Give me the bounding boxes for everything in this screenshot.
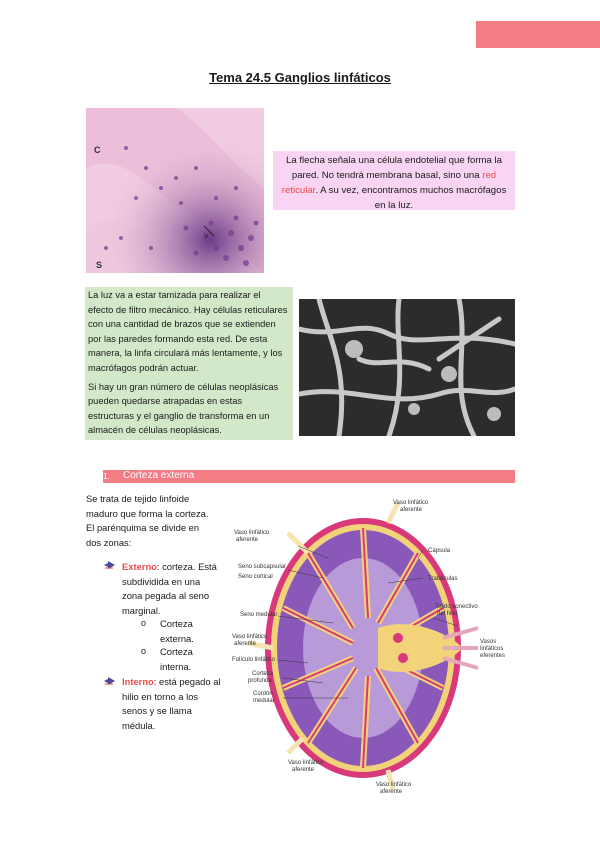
label-vaso-aferente-bottom-2: aferente (380, 789, 403, 795)
callout-pink-highlight: red reticular (281, 170, 497, 196)
label-vaso-aferente-bottom-1: Vaso linfático (376, 782, 412, 788)
callout-pink-text-2: . A su vez, encontramos muchos macrófagos en la luz. (315, 185, 507, 211)
intro-paragraph: Se trata de tejido linfoide maduro que forma la corteza. El parénquima se divide en dos zonas: (86, 493, 209, 549)
histology-micrograph (86, 108, 264, 273)
label-vaso-aferente-mid-2: aferente (234, 641, 257, 647)
arrow-bullet-icon (104, 560, 115, 570)
label-seno-subcapsular: Seno subcapsular (238, 564, 287, 570)
label-vaso-aferente-bottom-left-1: Vaso linfático (288, 760, 324, 766)
label-vaso-aferente-mid-1: Vaso linfático (232, 634, 268, 640)
label-seno-cortical: Seno cortical (238, 574, 273, 580)
callout-green-paragraph-1: La luz va a estar tamizada para realizar el efecto de filtro mecánico. Hay células reticulares con una cantidad de brazos que se extienden por las paredes formando esta red. De esta manera, la linfa circulará más lentamente, y los macrófagos podrán actuar. (88, 290, 288, 373)
label-vaso-aferente-top-2: aferente (400, 507, 423, 513)
histology-image (86, 108, 264, 273)
sub-bullet-marker: o (141, 646, 147, 656)
label-seno-medular: Seno medular (240, 612, 278, 618)
label-vasos-eferentes-2: linfáticos (480, 646, 504, 652)
sem-micrograph (299, 299, 515, 436)
section-title: Corteza externa (123, 470, 195, 481)
label-vaso-aferente-bottom-left-2: aferente (292, 767, 315, 773)
corner-tab (476, 21, 600, 48)
label-trabeculas: Trabéculas (428, 576, 458, 582)
section-number: 1. (103, 472, 110, 481)
list-item-externo (122, 560, 222, 619)
label-vasos-eferentes-3: eferentes (480, 653, 506, 659)
sub-item-corteza-externa: Corteza externa. (160, 618, 194, 644)
label-s: S (96, 260, 103, 270)
label-tejido-hilio-1: Tejido conectivo (435, 604, 478, 610)
label-cordon-medular-1: Cordón (253, 691, 273, 697)
label-c: C (94, 145, 101, 155)
label-capsula: Cápsula (428, 548, 451, 554)
label-v: V (204, 233, 209, 240)
label-foliculo: Folículo linfático (232, 657, 276, 663)
label-corteza-profunda-2: profunda (248, 678, 272, 684)
sem-image (299, 299, 515, 436)
list-item-interno (122, 675, 222, 734)
callout-green (85, 287, 293, 440)
sub-bullet-marker: o (141, 618, 147, 628)
label-vasos-eferentes-1: Vasos (480, 639, 497, 645)
callout-pink (273, 151, 515, 210)
arrow-bullet-icon (104, 676, 115, 686)
list-item-externo-text: : corteza. Está subdividida en una zona pegada al seno marginal. (122, 561, 217, 617)
label-vaso-aferente-left-1: Vaso linfático (234, 530, 270, 536)
label-tejido-hilio-2: del hilio (437, 611, 458, 617)
list-item-externo-label: Externo (122, 561, 157, 572)
list-item-interno-text: : está pegado al hilio en torno a los senos y se llama médula. (122, 676, 221, 732)
callout-green-paragraph-2: Si hay un gran número de células neoplásicas pueden quedarse atrapadas en estas estructuras y el ganglio de transforma en un almacén de células neoplásicas. (88, 381, 279, 436)
label-cordon-medular-2: medular (253, 698, 275, 704)
page-title: Tema 24.5 Ganglios linfáticos (209, 70, 391, 85)
label-vaso-aferente-top-1: Vaso linfático (393, 500, 429, 506)
callout-pink-text-1: La flecha señala una célula endotelial que forma la pared. No tendrá membrana basal, sino una (285, 155, 502, 181)
label-vaso-aferente-left-2: aferente (236, 537, 259, 543)
label-corteza-profunda-1: Corteza (252, 671, 274, 677)
list-item-interno-label: Interno (122, 676, 154, 687)
lymph-node-diagram (228, 498, 518, 798)
sub-item-corteza-interna: Corteza interna. (160, 646, 193, 672)
